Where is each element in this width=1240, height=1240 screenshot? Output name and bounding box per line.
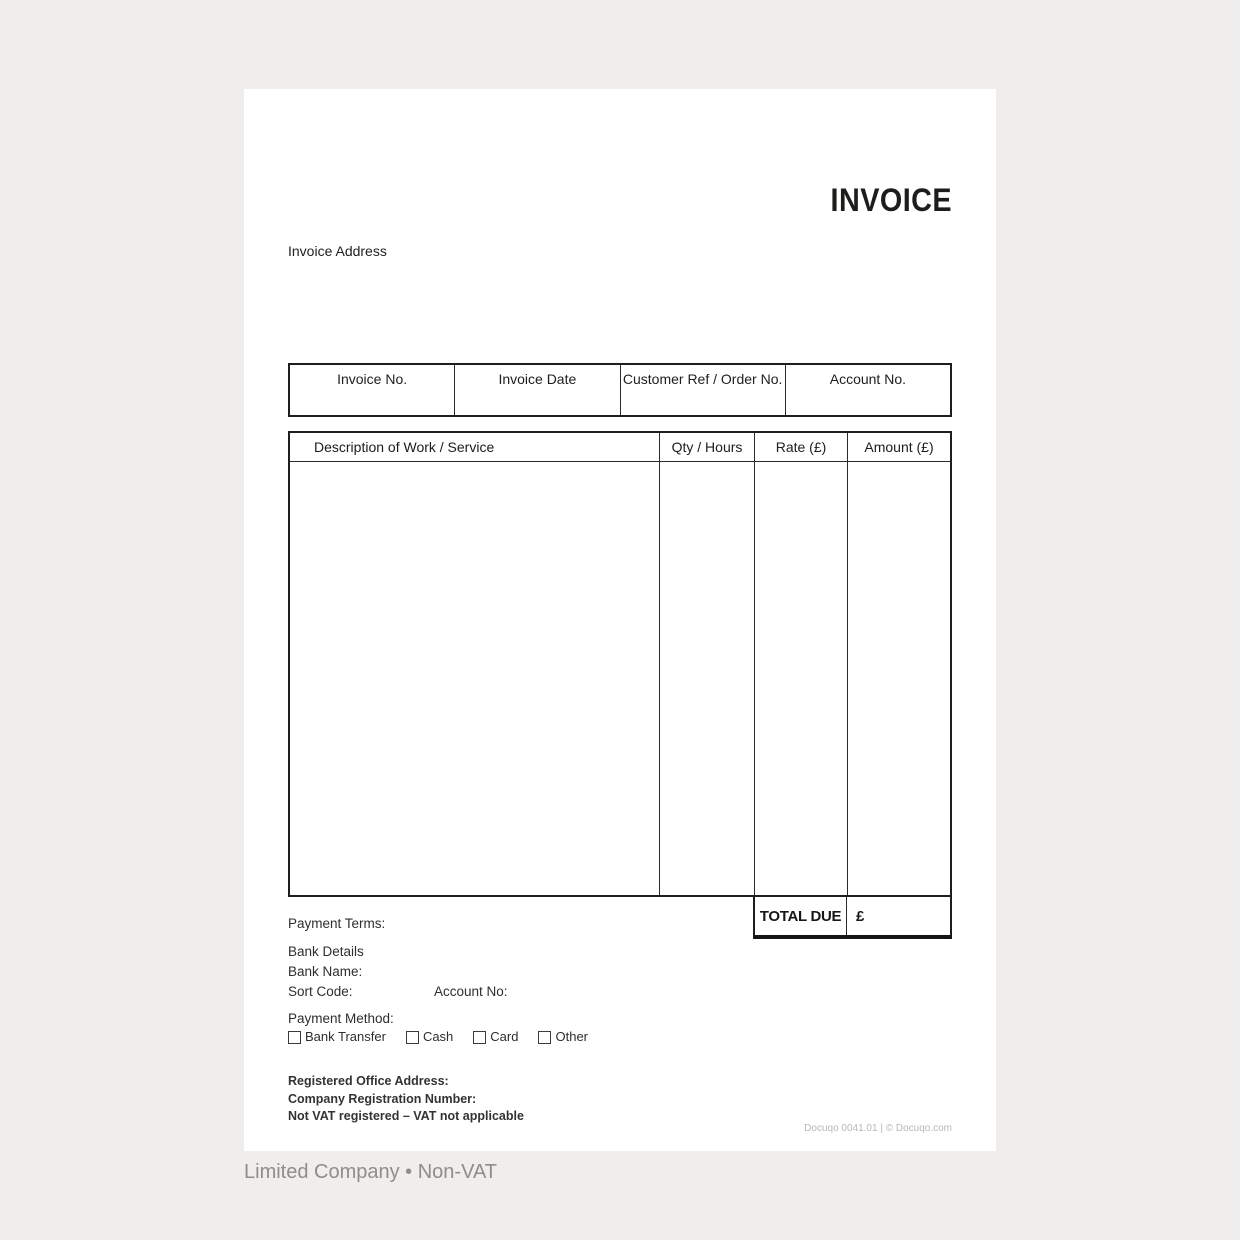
invoice-no-field[interactable] [290, 365, 454, 415]
customer-ref-field[interactable] [620, 365, 785, 415]
card-checkbox[interactable] [473, 1031, 486, 1044]
payment-option-cash [406, 1030, 453, 1044]
other-checkbox[interactable] [538, 1031, 551, 1044]
bank-transfer-label: Bank Transfer [305, 1029, 386, 1044]
qty-column [660, 433, 755, 895]
invoice-address-label: Invoice Address [288, 243, 387, 259]
total-currency-symbol: £ [856, 907, 865, 925]
total-due-row [753, 897, 952, 939]
customer-ref-header: Customer Ref / Order No. [622, 371, 783, 387]
document-type-caption: Limited Company • Non-VAT [244, 1161, 498, 1183]
account-no-field[interactable] [785, 365, 950, 415]
cash-checkbox[interactable] [406, 1031, 419, 1044]
total-due-label: TOTAL DUE [755, 897, 847, 935]
total-due-amount-field[interactable] [847, 897, 950, 935]
invoice-date-header: Invoice Date [498, 371, 577, 387]
rate-field[interactable] [755, 462, 847, 895]
line-items-table [288, 431, 952, 897]
rate-header: Rate (£) [755, 433, 847, 462]
payment-option-card [473, 1030, 518, 1044]
cash-label: Cash [422, 1029, 454, 1044]
bank-name-label: Bank Name: [288, 964, 363, 979]
bank-details-label: Bank Details [288, 944, 364, 959]
invoice-meta-table [288, 363, 952, 417]
bank-transfer-checkbox[interactable] [288, 1031, 301, 1044]
invoice-title: INVOICE [830, 182, 952, 218]
account-no-header: Account No. [829, 371, 906, 387]
description-field[interactable] [290, 462, 659, 895]
company-registration-label: Company Registration Number: [288, 1092, 477, 1106]
payment-method-options [288, 1030, 608, 1044]
qty-field[interactable] [660, 462, 754, 895]
invoice-no-header: Invoice No. [337, 371, 408, 387]
payment-method-label: Payment Method: [288, 1011, 394, 1026]
description-header: Description of Work / Service [290, 433, 659, 462]
document-reference: Docuqo 0041.01 | © Docuqo.com [804, 1123, 952, 1134]
amount-field[interactable] [848, 462, 950, 895]
payment-option-bank-transfer [288, 1030, 386, 1044]
description-column [290, 433, 660, 895]
invoice-date-field[interactable] [454, 365, 619, 415]
amount-header: Amount (£) [848, 433, 950, 462]
rate-column [755, 433, 848, 895]
payment-terms-label: Payment Terms: [288, 916, 386, 931]
payment-option-other [538, 1030, 588, 1044]
qty-header: Qty / Hours [660, 433, 754, 462]
amount-column [848, 433, 950, 895]
sort-code-label: Sort Code: [288, 984, 353, 999]
vat-status-note: Not VAT registered – VAT not applicable [288, 1109, 524, 1123]
other-label: Other [555, 1029, 588, 1044]
card-label: Card [490, 1029, 519, 1044]
account-no-label: Account No: [434, 984, 508, 999]
registered-office-label: Registered Office Address: [288, 1074, 449, 1088]
invoice-document [244, 89, 996, 1151]
